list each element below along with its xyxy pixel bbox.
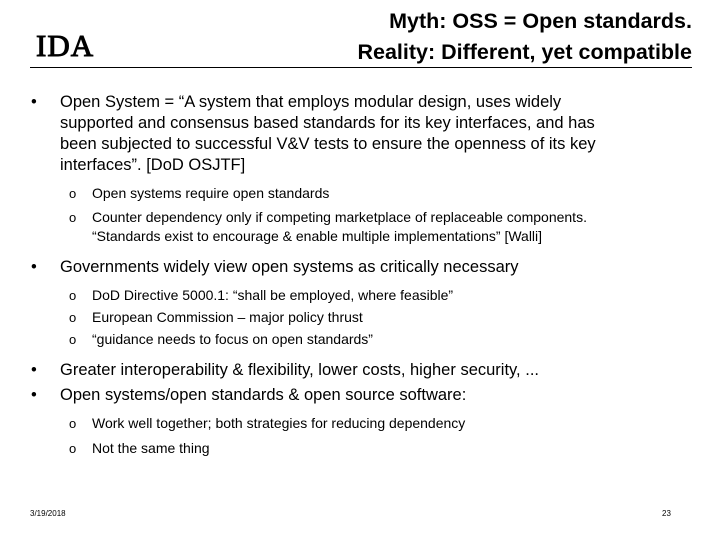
sub-bullet-icon: o <box>69 441 77 456</box>
sub-bullet-icon: o <box>69 310 77 325</box>
sub-bullet-item <box>0 414 652 433</box>
bullet-text: Governments widely view open systems as critically necessary <box>60 258 519 276</box>
bullet-icon: • <box>31 258 37 276</box>
bullet-icon: • <box>31 386 37 404</box>
bullet-icon: • <box>31 93 37 111</box>
sub-bullet-item <box>0 439 652 458</box>
sub-bullet-icon: o <box>69 416 77 431</box>
sub-bullet-icon: o <box>69 332 77 347</box>
sub-bullet-text: Work well together; both strategies for reducing dependency <box>92 415 466 431</box>
bullet-text: Open systems/open standards & open source software: <box>60 386 467 404</box>
bullet-icon: • <box>31 361 37 379</box>
sub-bullet-icon: o <box>69 210 77 225</box>
slide-body <box>0 92 720 463</box>
slide-title <box>357 6 692 68</box>
bullet-text: Greater interoperability & flexibility, lower costs, higher security, ... <box>60 361 539 379</box>
sub-bullet-item <box>0 330 652 349</box>
sub-bullet-text: European Commission – major policy thrust <box>92 309 363 325</box>
bullet-item <box>0 257 625 278</box>
sub-bullet-item <box>0 308 652 327</box>
sub-bullet-text: “guidance needs to focus on open standards” <box>92 331 373 347</box>
sub-bullet-item <box>0 208 652 246</box>
sub-bullet-text: Counter dependency only if competing marketplace of replaceable components. “Standards exist to encourage & enable multiple implementations” [Walli] <box>92 209 587 244</box>
ida-logo: IDA <box>36 28 95 63</box>
sub-bullet-text: Not the same thing <box>92 440 210 456</box>
bullet-item <box>0 385 625 406</box>
title-divider <box>30 67 692 68</box>
bullet-item <box>0 360 625 381</box>
title-line-2: Reality: Different, yet compatible <box>357 40 692 64</box>
sub-bullet-icon: o <box>69 288 77 303</box>
sub-bullet-text: Open systems require open standards <box>92 185 330 201</box>
page-number: 23 <box>662 509 671 518</box>
sub-bullet-item <box>0 184 652 203</box>
sub-bullet-text: DoD Directive 5000.1: “shall be employed, where feasible” <box>92 287 454 303</box>
footer-date: 3/19/2018 <box>30 509 66 518</box>
title-line-1: Myth: OSS = Open standards. <box>389 9 692 33</box>
sub-bullet-icon: o <box>69 186 77 201</box>
bullet-text: Open System = “A system that employs modular design, uses widely supported and consensus based standards for its key interfaces, and has been subjected to successful V&V tests to ensure the openness of its key interfaces”. [DoD OSJTF] <box>60 93 596 174</box>
bullet-item <box>0 92 625 176</box>
sub-bullet-item <box>0 286 652 305</box>
